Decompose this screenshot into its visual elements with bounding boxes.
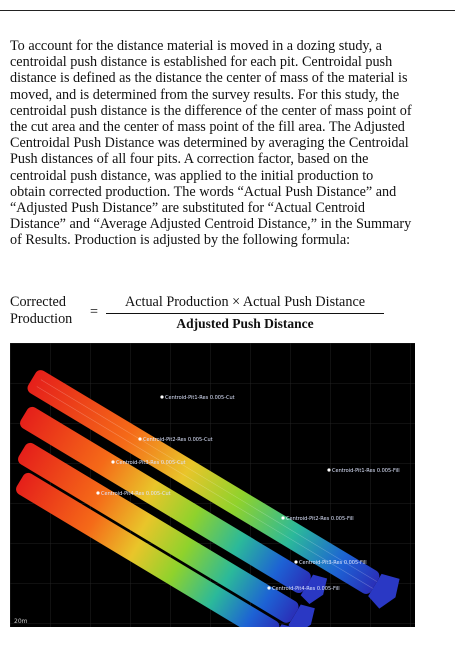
pit4-cut-marker xyxy=(96,491,99,494)
formula-equals: = xyxy=(90,304,99,320)
formula-lhs-line2: Production xyxy=(10,311,73,327)
formula-lhs xyxy=(10,294,72,328)
fraction-bar xyxy=(106,313,384,314)
scale-label: 20m xyxy=(14,618,28,625)
pit-survey-image xyxy=(10,343,415,627)
body-paragraph: To account for the distance material is moved in a dozing study, a centroidal push distance is established for each pit. Centroidal push distance is defined as the distance the center of mass of the material is moved, and is determined from the survey results. For this study, the centroidal push distance is the difference of the center of mass point of the cut area and the center of mass point of the fill area. The Adjusted Centroidal Push Distance was determined by averaging the Centroidal Push distances of all four pits. A correction factor, based on the centroidal push distance, was applied to the initial production to obtain corrected production. The words “Actual Push Distance” and “Adjusted Push Distance” are substituted for “Actual Centroid Distance” and “Average Adjusted Centroid Distance,” in the Summary of Results. Production is adjusted by the following formula: xyxy=(10,38,412,249)
pit1-cut-label: Centroid-Pit1-Res 0.005-Cut xyxy=(165,395,235,401)
pit3-cut-marker xyxy=(111,460,114,463)
formula-denominator: Adjusted Push Distance xyxy=(176,316,314,331)
pit1-fill-marker xyxy=(327,468,330,471)
pit2-fill-label: Centroid-Pit2-Res 0.005-Fill xyxy=(286,516,354,522)
formula-numerator: Actual Production × Actual Push Distance xyxy=(124,294,366,310)
pit4-cut-label: Centroid-Pit4-Res 0.005-Cut xyxy=(101,491,171,497)
pit2-cut-label: Centroid-Pit2-Res 0.005-Cut xyxy=(143,437,213,443)
pit3-fill-label: Centroid-Pit3-Res 0.005-Fill xyxy=(299,560,367,566)
pit2-cut-marker xyxy=(138,437,141,440)
pit-survey-figure xyxy=(10,343,415,627)
pit2-fill-marker xyxy=(281,516,284,519)
production-formula xyxy=(10,294,412,334)
pit1-cut-marker xyxy=(160,395,163,398)
pit3-cut-label: Centroid-Pit3-Res 0.005-Cut xyxy=(116,460,186,466)
pit4-fill-label: Centroid-Pit4-Res 0.005-Fill xyxy=(272,586,340,592)
pit1-fill-label: Centroid-Pit1-Res 0.005-Fill xyxy=(332,468,400,474)
pit3-fill-marker xyxy=(294,560,297,563)
formula-lhs-line1: Corrected xyxy=(10,294,66,310)
pit4-fill-marker xyxy=(267,586,270,589)
top-rule xyxy=(0,10,455,11)
